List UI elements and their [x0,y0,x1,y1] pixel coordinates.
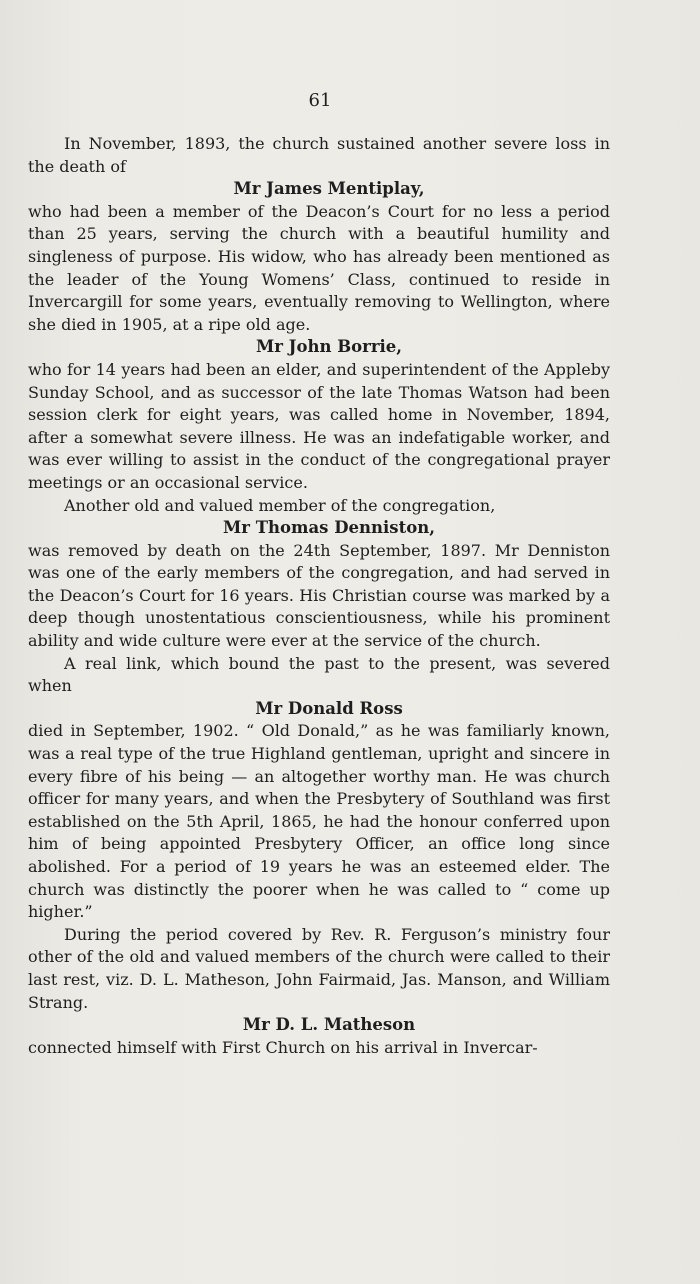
paragraph-5: was removed by death on the 24th September, 1897. Mr Denniston was one of the early members of the congregation, and had served in the Deacon’s Court for 16 years. His Christian course was marked by a deep though unostentatious conscientiousness, while his prominent ability and wide culture were ever at the service of the church. [28,540,610,651]
paragraph-6: A real link, which bound the past to the present, was severed when [28,653,610,696]
paragraph-8: During the period covered by Rev. R. Ferguson’s ministry four other of the old and valued members of the church were called to their last rest, viz. D. L. Matheson, John Fairmaid, Jas. Manson, and William Strang. [28,924,610,1012]
paragraph-7: died in September, 1902. “ Old Donald,” as he was familiarly known, was a real type of the true Highland gentleman, upright and sincere in every fibre of his being — an altogether worthy man. He was church officer for many years, and when the Presbytery of Southland was first established on the 5th April, 1865, he had the honour conferred upon him of being appointed Presbytery Officer, an office long since abolished. For a period of 19 years he was an esteemed elder. The church was distinctly the poorer when he was called to “ come up higher.” [28,721,610,922]
paragraph-2: who had been a member of the Deacon’s Court for no less a period than 25 years, serving the church with a beautiful humility and singleness of purpose. His widow, who has already been mentioned as the leader of the Young Womens’ Class, continued to reside in Invercargill for some years, eventually removing to Wellington, where she died in 1905, at a ripe old age. [28,201,610,334]
heading-donald-ross: Mr Donald Ross [255,698,403,718]
paragraph-1: In November, 1893, the church sustained another severe loss in the death of [28,134,610,176]
paragraph-4: Another old and valued member of the congregation, [64,495,496,515]
heading-dl-matheson: Mr D. L. Matheson [242,1015,416,1035]
page-number: 61 [308,90,332,111]
paragraph-9: connected himself with First Church on his arrival in Invercar- [28,1037,538,1057]
heading-thomas-denniston: Mr Thomas Denniston, [223,518,435,538]
page-body [28,133,610,1059]
heading-john-borrie: Mr John Borrie, [255,337,403,357]
paragraph-3: who for 14 years had been an elder, and superintendent of the Appleby Sunday School, and as successor of the late Thomas Watson had been session clerk for eight years, was called home in November, 1894, after a somewhat severe illness. He was an indefatigable worker, and was ever willing to assist in the conduct of the congregational prayer meetings or an occasional service. [28,359,610,492]
heading-james-mentiplay: Mr James Mentiplay, [233,179,425,199]
